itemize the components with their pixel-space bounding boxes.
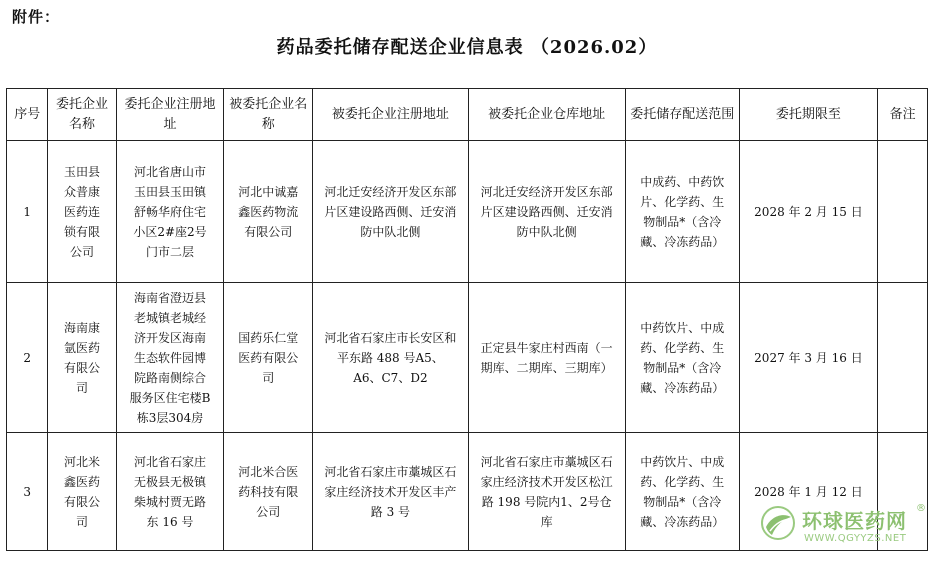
watermark bbox=[760, 503, 930, 549]
cell-remark bbox=[878, 283, 928, 433]
cell-scope: 中药饮片、中成药、化学药、生物制品*（含冷藏、冷冻药品） bbox=[625, 283, 739, 433]
table-header-row bbox=[7, 89, 928, 141]
cell-agent-name: 国药乐仁堂医药有限公司 bbox=[224, 283, 313, 433]
table-row bbox=[7, 141, 928, 283]
header-agent-name: 被委托企业名称 bbox=[224, 89, 313, 141]
globe-leaf-icon bbox=[760, 505, 796, 541]
cell-warehouse-address: 河北迁安经济开发区东部片区建设路西侧、迁安消防中队北侧 bbox=[468, 141, 625, 283]
cell-remark bbox=[878, 141, 928, 283]
cell-client-address: 河北省唐山市玉田县玉田镇舒畅华府住宅小区2#座2号门市二层 bbox=[116, 141, 224, 283]
cell-scope: 中成药、中药饮片、化学药、生物制品*（含冷藏、冷冻药品） bbox=[625, 141, 739, 283]
enterprise-info-table bbox=[6, 88, 928, 551]
header-client-name: 委托企业名称 bbox=[48, 89, 116, 141]
header-index: 序号 bbox=[7, 89, 48, 141]
cell-deadline: 2027 年 3 月 16 日 bbox=[739, 283, 878, 433]
registered-mark: ® bbox=[916, 503, 926, 514]
cell-client-name: 海南康氩医药有限公司 bbox=[48, 283, 116, 433]
cell-warehouse-address: 正定县牛家庄村西南（一期库、二期库、三期库） bbox=[468, 283, 625, 433]
attachment-label: 附件： bbox=[12, 8, 61, 26]
cell-index: 1 bbox=[7, 141, 48, 283]
cell-index: 3 bbox=[7, 433, 48, 551]
cell-index: 2 bbox=[7, 283, 48, 433]
cell-client-name: 河北米鑫医药有限公司 bbox=[48, 433, 116, 551]
cell-agent-address: 河北省石家庄市长安区和平东路 488 号A5、A6、C7、D2 bbox=[313, 283, 468, 433]
cell-client-name: 玉田县众普康医药连锁有限公司 bbox=[48, 141, 116, 283]
cell-scope: 中药饮片、中成药、化学药、生物制品*（含冷藏、冷冻药品） bbox=[625, 433, 739, 551]
header-agent-address: 被委托企业注册地址 bbox=[313, 89, 468, 141]
page-title: 药品委托储存配送企业信息表 （2026.02） bbox=[276, 37, 658, 58]
header-deadline: 委托期限至 bbox=[739, 89, 878, 141]
header-remark: 备注 bbox=[878, 89, 928, 141]
cell-client-address: 海南省澄迈县老城镇老城经济开发区海南生态软件园博院路南侧综合服务区住宅楼B栋3层304房 bbox=[116, 283, 224, 433]
cell-warehouse-address: 河北省石家庄市藁城区石家庄经济技术开发区松江路 198 号院内1、2号仓库 bbox=[468, 433, 625, 551]
cell-deadline: 2028 年 1 月 12 日 bbox=[739, 433, 878, 551]
header-scope: 委托储存配送范围 bbox=[625, 89, 739, 141]
cell-client-address: 河北省石家庄无极县无极镇柴城村贾无路东 16 号 bbox=[116, 433, 224, 551]
watermark-name: 环球医药网 bbox=[802, 509, 907, 533]
cell-deadline: 2028 年 2 月 15 日 bbox=[739, 141, 878, 283]
header-warehouse-address: 被委托企业仓库地址 bbox=[468, 89, 625, 141]
header-client-address: 委托企业注册地址 bbox=[116, 89, 224, 141]
cell-agent-name: 河北中诚嘉鑫医药物流有限公司 bbox=[224, 141, 313, 283]
table-row bbox=[7, 283, 928, 433]
cell-agent-address: 河北迁安经济开发区东部片区建设路西侧、迁安消防中队北侧 bbox=[313, 141, 468, 283]
cell-agent-name: 河北米合医药科技有限公司 bbox=[224, 433, 313, 551]
watermark-url: WWW.QGYYZS.NET bbox=[804, 533, 907, 544]
cell-agent-address: 河北省石家庄市藁城区石家庄经济技术开发区丰产路 3 号 bbox=[313, 433, 468, 551]
